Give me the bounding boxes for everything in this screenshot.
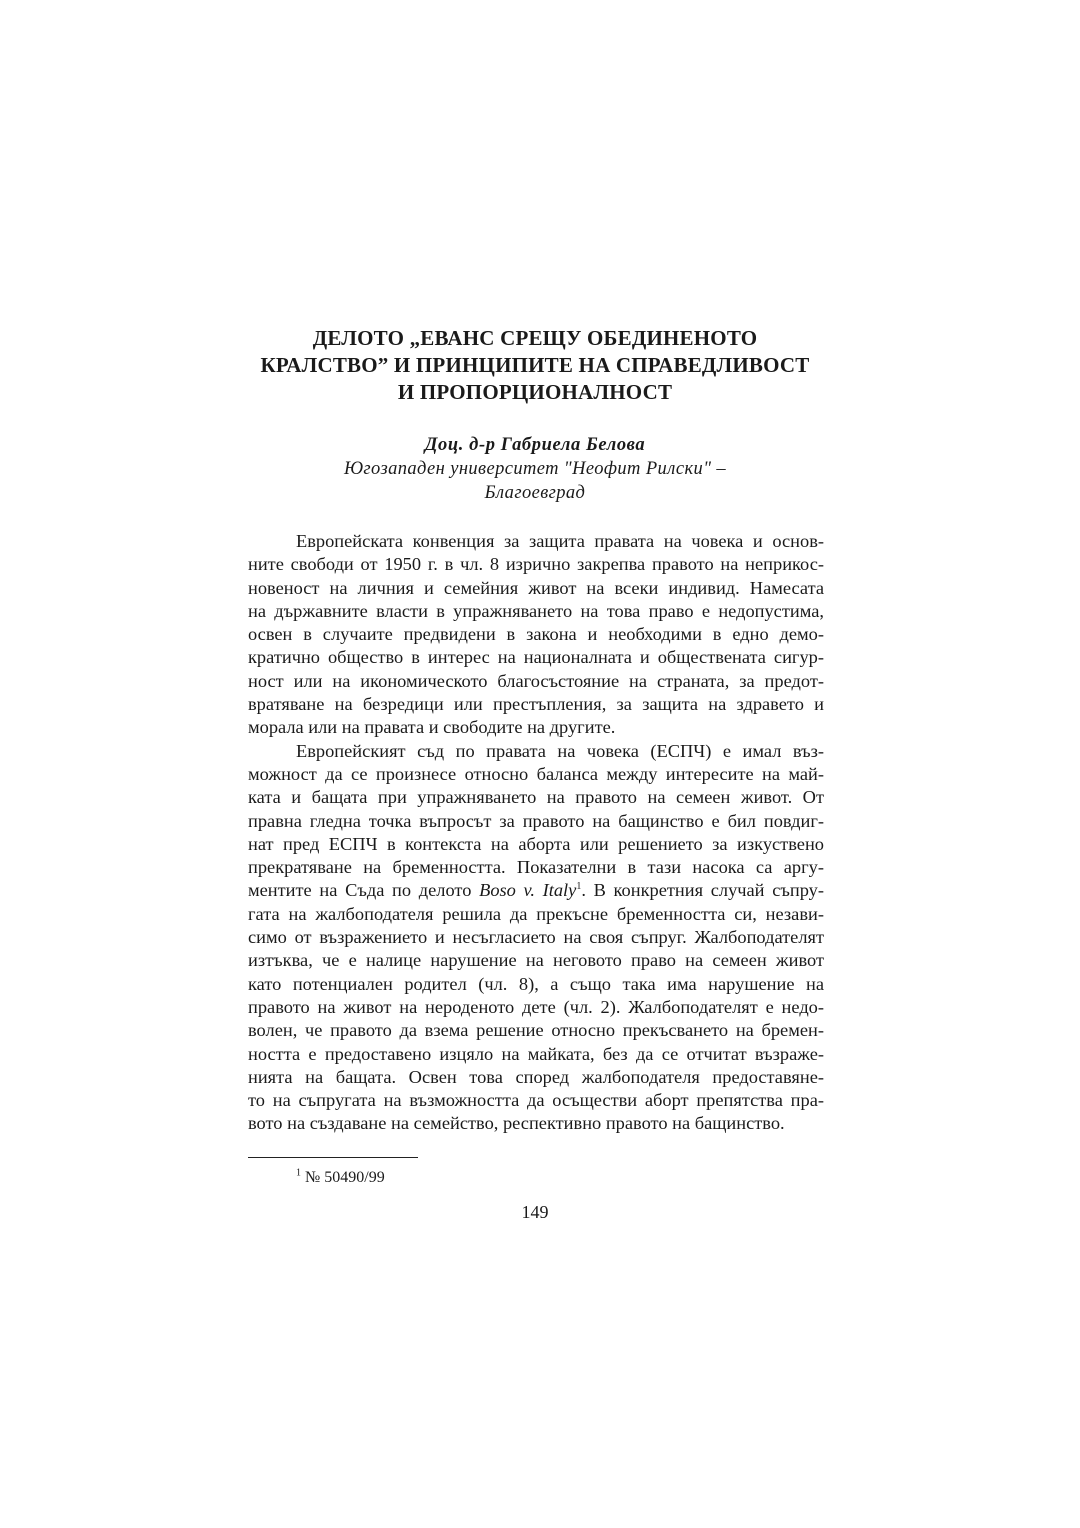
body-line: Европейският съд по правата на човека (ЕСПЧ) е имал въз- <box>296 740 824 761</box>
body-line: правна гледна точка въпросът за правото на бащинство е бил повдиг- <box>248 810 824 831</box>
body-line: вратяване на безредици или престъпления, за защита на здравето и <box>248 694 824 715</box>
body-line: ност или на икономическото благосъстояние на страната, за предот- <box>248 670 824 691</box>
author-affiliation: Югозападен университет "Неофит Рилски" – <box>343 459 727 479</box>
footnote-reference[interactable]: 1 <box>576 881 582 893</box>
author-name: Доц. д-р Габриела Белова <box>424 435 646 455</box>
body-line: то на съпругата на възможността да осъществи аборт препятства пра- <box>248 1090 824 1111</box>
case-name: Boso v. Italy <box>479 880 577 901</box>
body-line: можност да се произнесе относно баланса между интересите на май- <box>248 763 824 784</box>
body-line: ността е предоставено изцяло на майката, без да се отчитат възраже- <box>248 1043 824 1064</box>
body-line: кратично общество в интерес на националната и обществената сигур- <box>248 647 824 668</box>
body-line: нат пред ЕСПЧ в контекста на аборта или решението за изкуствено <box>248 833 824 854</box>
body-line: на държавните власти в упражняването на това право е недопустима, <box>248 600 824 621</box>
body-line: освен в случаите предвидени в закона и необходими в едно демо- <box>248 624 824 645</box>
body-line: изтъква, че е налице нарушение на неговото право на семеен живот <box>248 950 824 971</box>
title-line: ДЕЛОТО „ЕВАНС СРЕЩУ ОБЕДИНЕНОТО <box>312 326 758 350</box>
footnote-text: № 50490/99 <box>305 1169 385 1186</box>
title-line: И ПРОПОРЦИОНАЛНОСТ <box>397 380 673 404</box>
body-line: симо от възражението и несъгласието на своя съпруг. Жалбоподателят <box>248 927 824 948</box>
body-line: волен, че правото да взема решение относно прекъсването на бремен- <box>248 1020 824 1041</box>
body-line: морала или на правата и свободите на другите. <box>248 717 616 738</box>
body-line: като потенциален родител (чл. 8), а също така има нарушение на <box>248 973 824 994</box>
body-line: ните свободи от 1950 г. в чл. 8 изрично закрепва правото на неприкос- <box>248 554 824 575</box>
footnote-divider <box>248 1157 418 1158</box>
case-suffix: . В конкретния случай съпру- <box>581 880 824 901</box>
body-line: гата на жалбоподателя решила да прекъсне бременността си, незави- <box>248 903 824 924</box>
footnote-marker: 1 <box>296 1167 301 1179</box>
article-body <box>248 530 824 1136</box>
page-number: 149 <box>521 1202 549 1222</box>
title-line: КРАЛСТВО” И ПРИНЦИПИТЕ НА СПРАВЕДЛИВОСТ <box>260 353 810 377</box>
body-line-case-citation <box>248 879 824 902</box>
body-line: новеност на личния и семейния живот на всеки индивид. Намесата <box>248 577 824 598</box>
footnote <box>296 1167 385 1189</box>
author-block <box>260 433 810 505</box>
body-line: ката и бащата при упражняването на правото на семеен живот. От <box>248 787 824 808</box>
case-prefix: ментите на Съда по делото <box>248 880 480 901</box>
author-city: Благоевград <box>484 483 586 503</box>
body-line: Европейската конвенция за защита правата на човека и основ- <box>296 531 824 551</box>
article-title <box>200 325 870 406</box>
body-line: вото на създаване на семейство, респективно правото на бащинство. <box>248 1113 785 1134</box>
body-line: прекратяване на бременността. Показателни в тази насока са аргу- <box>248 857 824 878</box>
body-line: правото на живот на нероденото дете (чл. 2). Жалбоподателят е недо- <box>248 996 824 1017</box>
body-line: нията на бащата. Освен това според жалбоподателя предоставяне- <box>248 1066 824 1087</box>
